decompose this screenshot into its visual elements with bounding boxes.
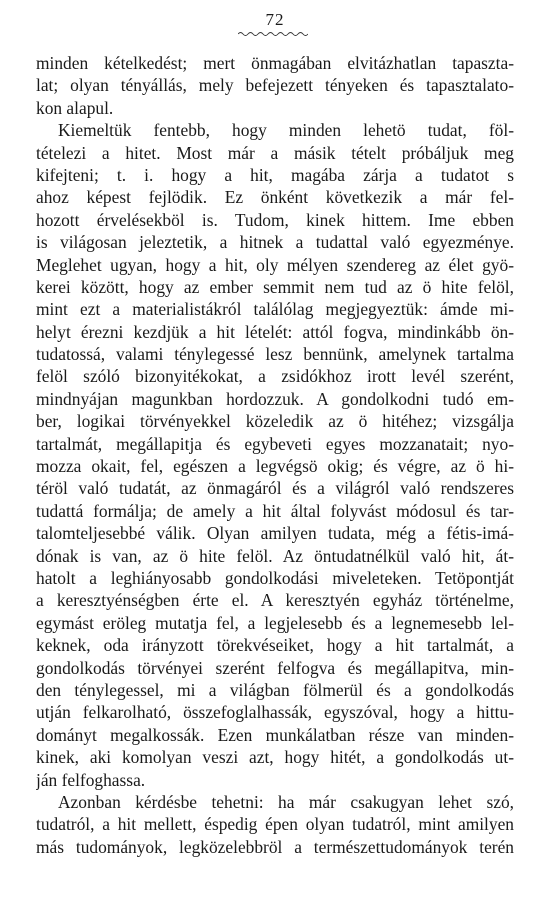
text-line: téröl való tudatát, az önmagáról és a világról való rendszeres: [36, 478, 514, 499]
text-line: hozott érvelésekböl is. Tudom, kinek hittem. Ime ebben: [36, 209, 514, 230]
text-line: keknek, oda irányzott törekvéseiket, hogy a hit tartalmát, a: [36, 635, 514, 656]
text-line: más tudományok, legközelebbröl a természettudományok terén: [36, 836, 514, 857]
text-line: tartalmát, megállapitja és egybeveti egyes mozzanatait; nyo-: [36, 433, 514, 454]
text-line: kerei között, hogy az ember semmit nem tud az ö hite felöl,: [36, 276, 514, 297]
text-line: kon alapul.: [36, 97, 114, 118]
text-line: ber, logikai törvényekkel közeledik az ö hitéhez; vizsgálja: [36, 411, 514, 432]
text-line: egymást eröleg mutatja fel, a legjelesebb és a legnemesebb lel-: [36, 612, 514, 633]
text-line: dónak is van, az ö hite felöl. Az öntudatnélkül való hit, át-: [36, 545, 514, 566]
text-line: gondolkodás törvényei szerént felfogva és megállapitva, min-: [36, 657, 514, 678]
text-line: talomteljesebbé válik. Olyan amilyen tudata, még a fétis-imá-: [36, 523, 514, 544]
text-line: den ténylegessel, mi a világban fölmerül és a gondolkodás: [36, 679, 514, 700]
text-line: Meglehet ugyan, hogy a hit, oly mélyen szendereg az élet gyö-: [36, 254, 514, 275]
text-line: minden kételkedést; mert önmagában elvitázhatlan tapaszta-: [36, 53, 514, 73]
text-line: tudatossá, valami ténylegessé lesz bennünk, amelynek tartalma: [36, 344, 514, 365]
text-line: mozza okait, fel, egészen a legvégsö okig; és végre, az ö hi-: [36, 456, 514, 477]
text-line: tudattá formálja; de amely a hit által folyvást módosul és tar-: [36, 500, 514, 521]
text-line: ahoz képest fejlödik. Ez önként következik a már fel-: [36, 187, 514, 208]
text-line: Kiemeltük fentebb, hogy minden lehetö tudat, föl-: [58, 120, 514, 141]
wavy-rule-ornament: [238, 31, 308, 37]
text-line: ján felfoghassa.: [36, 769, 146, 790]
text-line: lat; olyan tényállás, mely befejezett tényeken és tapasztalato-: [36, 75, 514, 96]
text-line: tudatról, a hit mellett, éspedig épen olyan tudatról, mint amilyen: [36, 814, 514, 835]
text-line: kinek, aki komolyan veszi azt, hogy hitét, a gondolkodás ut-: [36, 747, 514, 768]
text-line: helyt érezni kezdjük a hit lételét: attól fogva, mindinkább ön-: [36, 321, 514, 342]
body-text: [36, 52, 514, 858]
text-line: mint ezt a materialistákról találólag megjegyeztük: ámde mi-: [36, 299, 514, 320]
text-line: hatolt a leghiányosabb gondolkodási miveleteken. Tetöpontját: [36, 567, 514, 588]
page-number: 72: [265, 10, 285, 29]
text-line: Azonban kérdésbe tehetni: ha már csakugyan lehet szó,: [58, 791, 514, 812]
text-line: utján felkarolható, összefoglalhassák, egyszóval, hogy a hittu-: [36, 702, 514, 723]
text-line: dományt megalkossák. Ezen munkálatban része van minden-: [36, 724, 514, 745]
text-line: tételezi a hitet. Most már a másik tételt próbáljuk meg: [36, 142, 514, 163]
text-line: is világosan jeleztetik, a hitnek a tudattal való egyezménye.: [36, 232, 514, 253]
text-line: kifejteni; t. i. hogy a hit, magába zárja a tudatot s: [36, 164, 514, 185]
text-line: a keresztyénségben érte el. A keresztyén egyház történelme,: [36, 590, 514, 611]
text-line: mindnyájan magunkban hordozzuk. A gondolkodni tudó em-: [36, 388, 514, 409]
text-line: felöl szóló bizonyitékokat, a zsidókhoz irott levél szerént,: [36, 366, 514, 387]
